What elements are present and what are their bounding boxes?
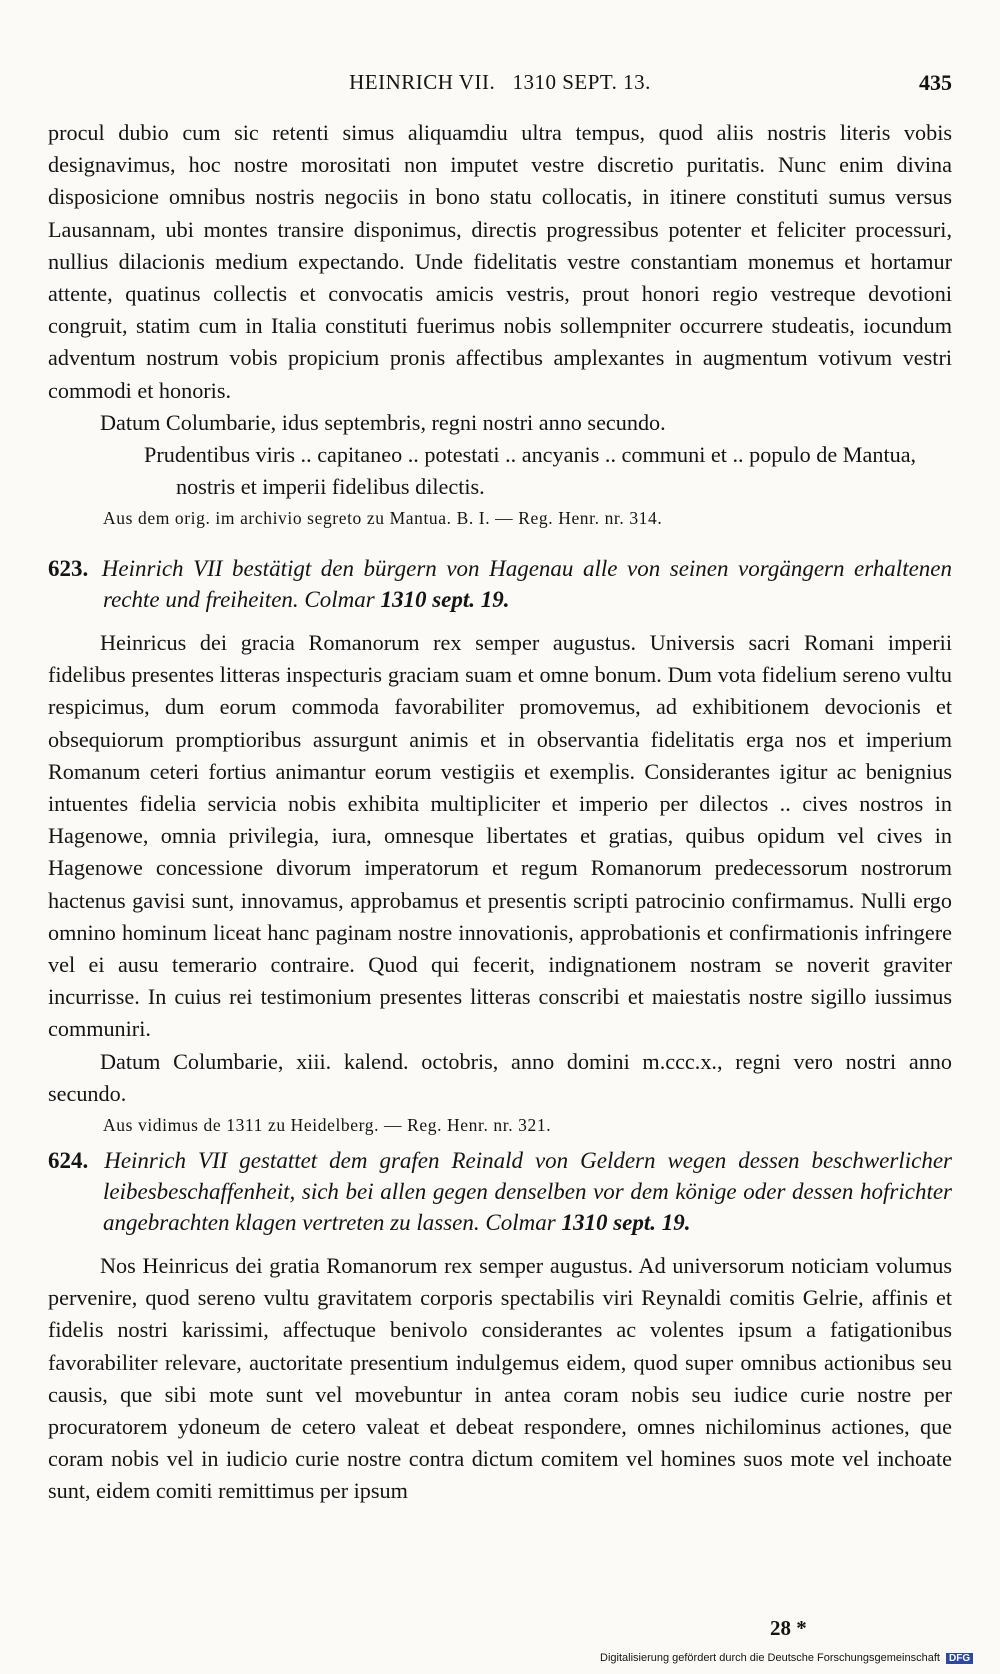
signature-mark: 28 * — [770, 1616, 807, 1640]
doc-622-address: Prudentibus viris .. capitaneo .. potestati .. ancyanis .. communi et .. populo de Mantua, nostris et imperii fidelibus dilectis. — [144, 442, 917, 500]
doc-624-number: 624. — [48, 1148, 89, 1173]
doc-623 — [48, 553, 952, 1138]
doc-622-continuation — [48, 117, 952, 531]
doc-624-date: sept. 19. — [613, 1210, 691, 1235]
doc-623-heading — [48, 553, 952, 615]
doc-622-text: procul dubio cum sic retenti simus aliquamdiu ultra tempus, quod aliis nostris literis vobis designavimus, hoc nostre morositati non imputet vestre discretio puritatis. Nunc enim divina disposicione omnibus nostris negociis in bono statu collocatis, in itinere constituti sumus versus Lausannam, ubi montes transire disponimus, directis progressibus potenter et feliciter processuri, nullius dilacionis medium expectando. Unde fidelitatis vestre constantiam monemus et hortamur attente, quatinus collectis et convocatis amicis vestris, prout honori regio vestreque devotioni congruit, statim cum in Italia constituti fuerimus nobis sollempniter occurrere studeatis, iocundum adventum nostrum vobis propicium pronis affectibus amplexantes in augmentum votivum vestri commodi et honoris. — [48, 120, 952, 403]
doc-623-dating: Datum Columbarie, xiii. kalend. octobris, anno domini m.ccc.x., regni vero nostri anno secundo. — [48, 1048, 952, 1106]
doc-624-heading — [48, 1145, 952, 1238]
doc-624-year: 1310 — [561, 1210, 608, 1235]
doc-624-text: Nos Heinricus dei gratia Romanorum rex semper augustus. Ad universorum noticiam volumus pervenire, quod sereno vultu gravitatem corporis spectabilis viri Reynaldi comitis Gelrie, affinis et fidelis nostri karissimi, affectuque benivolo considerantes ac volentes ipsum a fatigationibus favorabiliter relevare, auctoritate presentium indulgemus eidem, quod super omnibus actionibus seu causis, que sibi mote sunt vel movebuntur in antea coram nobis seu iudice curie nostre per procuratorem ydoneum de cetero valeat et debeat respondere, omnes nichilominus actiones, que coram nobis vel in iudicio curie nostre contra dictum comitem vel homines suos mote vel inchoate sunt, eidem comiti remittimus per ipsum — [48, 1253, 952, 1504]
page-number: 435 — [919, 70, 952, 95]
doc-624-heading-text: Heinrich VII gestattet dem grafen Reinald von Geldern wegen dessen beschwerlicher leibesbeschaffenheit, sich bei allen gegen denselben vor dem könige oder dessen hofrichter angebrachten klagen vertreten zu lassen. Colmar — [103, 1148, 952, 1235]
running-head — [48, 70, 952, 100]
doc-623-source: Aus vidimus de 1311 zu Heidelberg. — Reg. Henr. nr. 321. — [103, 1115, 552, 1136]
doc-623-year: 1310 — [380, 587, 427, 612]
dfg-logo: DFG — [946, 1653, 973, 1664]
doc-623-number: 623. — [48, 556, 89, 581]
running-head-title: HEINRICH VII. 1310 SEPT. 13. — [349, 70, 651, 94]
digitization-footer — [600, 1652, 996, 1670]
doc-623-date: sept. 19. — [432, 587, 510, 612]
doc-622-dating: Datum Columbarie, idus septembris, regni nostri anno secundo. — [100, 409, 666, 435]
doc-624 — [48, 1145, 952, 1508]
doc-622-source: Aus dem orig. im archivio segreto zu Mantua. B. I. — Reg. Henr. nr. 314. — [103, 508, 663, 529]
doc-623-text: Heinricus dei gracia Romanorum rex semper augustus. Universis sacri Romani imperii fidelibus presentes litteras inspecturis graciam suam et omne bonum. Dum vota fidelium sereno vultu respicimus, dum eorum commoda favorabiliter promovemus, ad exhibitionem devocionis et obsequiorum promptioribus assurgunt animis et in observantia fidelitatis erga nos et imperium Romanum ceteri fortius animantur eorum vestigiis et exemplis. Considerantes igitur ac benignius intuentes fidelia servicia nobis exhibita multipliciter et imperio per dilectos .. cives nostros in Hagenowe, omnia privilegia, iura, omnesque libertates et gratias, quibus opidum vel cives in Hagenowe concessione divorum imperatorum et regum Romanorum predecessorum nostrorum hactenus gavisi sunt, innovamus, approbamus et presentis scripti patrocinio confirmamus. Nulli ergo omnino hominum liceat hanc paginam nostre innovationis, approbationis et confirmationis infringere vel ei ausu temerario contraire. Quod qui fecerit, indignationem nostram se noverit graviter incurrisse. In cuius rei testimonium presentes litteras conscribi et maiestatis nostre sigillo iussimus communiri. — [48, 630, 952, 1042]
footer-text: Digitalisierung gefördert durch die Deutsche Forschungsgemeinschaft — [600, 1652, 940, 1664]
doc-623-heading-text: Heinrich VII bestätigt den bürgern von Hagenau alle von seinen vorgängern erhaltenen rechte und freiheiten. Colmar — [101, 556, 952, 612]
